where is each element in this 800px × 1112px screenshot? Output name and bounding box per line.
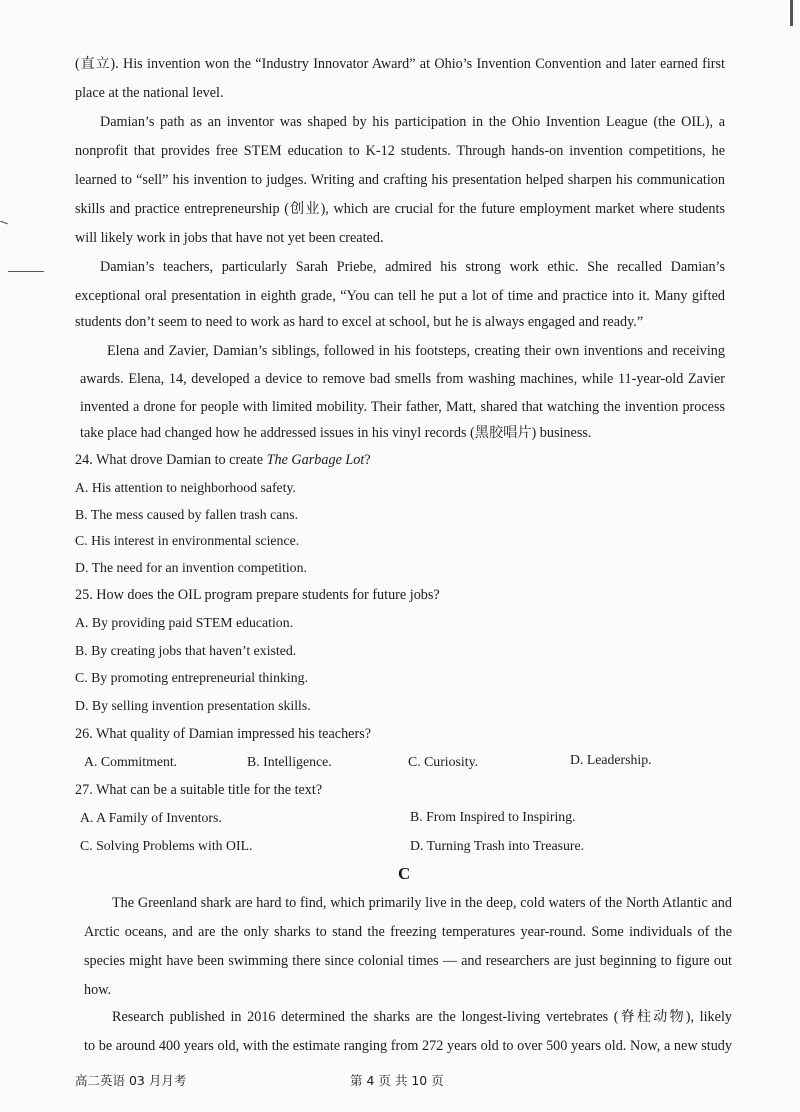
passage-line: Damian’s path as an inventor was shaped by his participation in the Ohio Invention League (the OIL), a (100, 114, 725, 130)
passage-line: exceptional oral presentation in eighth grade, “You can tell he put a lot of time and practice into it. Many gifted (75, 288, 725, 304)
question-24-option-b[interactable]: B. The mess caused by fallen trash cans. (75, 507, 299, 522)
scan-edge-mark (790, 0, 793, 26)
question-26-option-c[interactable]: C. Curiosity. (408, 754, 479, 769)
margin-rule-mark (0, 221, 8, 225)
footer-exam-title: 高二英语 03 月月考 (75, 1073, 187, 1088)
section-heading: C (398, 864, 411, 883)
footer-page-number: 第 4 页 共 10 页 (350, 1073, 444, 1088)
passage-line: will likely work in jobs that have not yet been created. (75, 230, 384, 246)
question-24-title: The Garbage Lot (266, 452, 365, 468)
question-25-option-d[interactable]: D. By selling invention presentation skills. (75, 698, 311, 713)
passage-line: Elena and Zavier, Damian’s siblings, followed in his footsteps, creating their own inventions and receiving (107, 343, 725, 359)
question-26-stem: 26. What quality of Damian impressed his teachers? (75, 726, 372, 742)
passage-line: species might have been swimming there since colonial times — and researchers are just beginning to figure out (84, 953, 732, 969)
passage-line: skills and practice entrepreneurship (创业), which are crucial for the future employment market where students (75, 201, 725, 217)
question-25-option-c[interactable]: C. By promoting entrepreneurial thinking. (75, 670, 308, 685)
question-26-option-b[interactable]: B. Intelligence. (247, 754, 332, 769)
passage-line: invented a drone for people with limited mobility. Their father, Matt, shared that watching the invention process (80, 399, 725, 415)
question-26-option-a[interactable]: A. Commitment. (84, 754, 178, 769)
question-27-option-d[interactable]: D. Turning Trash into Treasure. (410, 838, 585, 853)
question-27-stem: 27. What can be a suitable title for the text? (75, 782, 323, 798)
question-27-option-c[interactable]: C. Solving Problems with OIL. (80, 838, 253, 853)
passage-line: how. (84, 982, 112, 998)
margin-rule-mark (8, 271, 44, 272)
question-26-option-d[interactable]: D. Leadership. (570, 752, 652, 767)
question-24-option-d[interactable]: D. The need for an invention competition. (75, 560, 307, 575)
passage-line: awards. Elena, 14, developed a device to remove bad smells from washing machines, while 11-year-old Zavier (80, 371, 725, 387)
question-25-option-a[interactable]: A. By providing paid STEM education. (75, 615, 294, 630)
passage-line: Research published in 2016 determined the sharks are the longest-living vertebrates (脊柱动物), likely (112, 1009, 732, 1025)
passage-line: (直立). His invention won the “Industry Innovator Award” at Ohio’s Invention Convention and later earned first (75, 56, 725, 72)
question-25-stem: 25. How does the OIL program prepare students for future jobs? (75, 587, 440, 603)
passage-line: take place had changed how he addressed issues in his vinyl records (黑胶唱片) business. (80, 425, 592, 441)
passage-line: The Greenland shark are hard to find, which primarily live in the deep, cold waters of the North Atlantic and (112, 895, 732, 911)
passage-line: learned to “sell” his invention to judges. Writing and crafting his presentation helped sharpen his communication (75, 172, 725, 188)
passage-line: to be around 400 years old, with the estimate ranging from 272 years old to over 500 years old. Now, a new study (84, 1038, 732, 1054)
question-27-option-a[interactable]: A. A Family of Inventors. (80, 810, 222, 825)
passage-line: Arctic oceans, and are the only sharks to stand the freezing temperatures year-round. Some individuals of the (84, 924, 732, 940)
passage-line: place at the national level. (75, 85, 224, 101)
question-25-option-b[interactable]: B. By creating jobs that haven’t existed. (75, 643, 297, 658)
question-24-option-a[interactable]: A. His attention to neighborhood safety. (75, 480, 296, 495)
question-24-option-c[interactable]: C. His interest in environmental science. (75, 533, 300, 548)
passage-line: nonprofit that provides free STEM education to K-12 students. Through hands-on invention competitions, he (75, 143, 725, 159)
question-27-option-b[interactable]: B. From Inspired to Inspiring. (410, 809, 576, 824)
passage-line: students don’t seem to need to work as hard to excel at school, but he is always engaged and ready.” (75, 314, 644, 330)
question-24-stem: 24. What drove Damian to create The Garbage Lot? (75, 452, 371, 468)
passage-line: Damian’s teachers, particularly Sarah Priebe, admired his strong work ethic. She recalled Damian’s (100, 259, 725, 275)
